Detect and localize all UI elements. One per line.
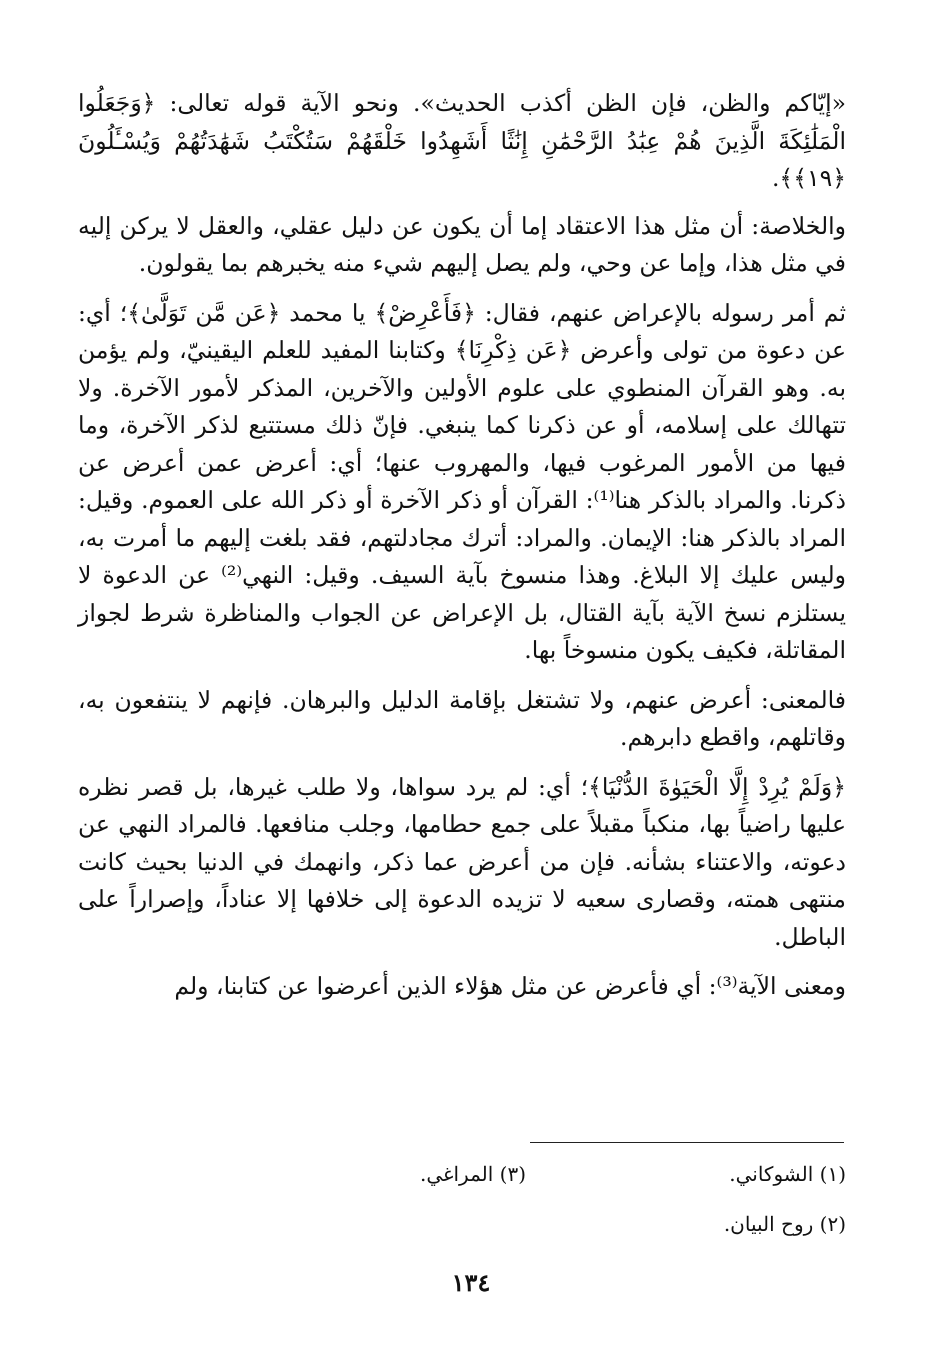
footnote-divider: [530, 1142, 844, 1143]
paragraph-1: «إيّاكم والظن، فإن الظن أكذب الحديث». ونحو الآية قوله تعالى: ﴿وَجَعَلُوا الْمَلَٰئِكَةَ الَّذِينَ هُمْ عِبَٰدُ الرَّحْمَٰنِ إِنَٰثًا أَشَهِدُوا خَلْقَهُمْ سَتُكْتَبُ شَهَٰدَتُهُمْ وَيُسْـَٔلُونَ ﴿١٩﴾﴾.: [78, 89, 846, 192]
paragraph-3: ثم أمر رسوله بالإعراض عنهم، فقال: ﴿فَأَعْرِضْ﴾ يا محمد ﴿عَن مَّن تَوَلَّىٰ﴾؛ أي: عن دعوة من تولى وأعرض ﴿عَن ذِكْرِنَا﴾ وكتابنا المفيد للعلم اليقينيّ، ولم يؤمن به. وهو القرآن المنطوي على علوم الأولين والآخرين، المذكر لأمور الآخرة. ولا تتهالك على إسلامه، أو عن ذكرنا كما ينبغي. فإنّ ذلك مستتبع لذكر الآخرة، وما فيها من الأمور المرغوب فيها، والمهروب عنها؛ أي: أعرض عمن أعرض عن ذكرنا. والمراد بالذكر هنا⁽¹⁾: القرآن أو ذكر الآخرة أو ذكر الله على العموم. وقيل: المراد بالذكر هنا: الإيمان. والمراد: أترك مجادلتهم، فقد بلغت إليهم ما أمرت به، وليس عليك إلا البلاغ. وهذا منسوخ بآية السيف. وقيل: النهي⁽²⁾ عن الدعوة لا يستلزم نسخ الآية بآية القتال، بل الإعراض عن الجواب والمناظرة شرط لجواز المقاتلة، فكيف يكون منسوخاً بها.: [78, 298, 846, 664]
footnote-1: (١) الشوكاني.: [729, 1162, 846, 1186]
paragraph-5: ﴿وَلَمْ يُرِدْ إِلَّا الْحَيَوٰةَ الدُّنْيَا﴾؛ أي: لم يرد سواها، ولا طلب غيرها، بل قصر نظره عليها راضياً بها، منكباً مقبلاً على جمع حطامها، وجلب منافعها. فالمراد النهي عن دعوته، والاعتناء بشأنه. فإن من أعرض عما ذكر، وانهمك في الدنيا بحيث كانت منتهى همته، وقصارى سعيه لا تزيده الدعوة إلى خلافها إلا عناداً، وإصراراً على الباطل.: [78, 772, 846, 951]
footnotes: [78, 1160, 846, 1238]
footnote-row: [78, 1160, 846, 1188]
paragraph-2: والخلاصة: أن مثل هذا الاعتقاد إما أن يكون عن دليل عقلي، والعقل لا يركن إليه في مثل هذا، وإما عن وحي، ولم يصل إليهم شيء منه يخبرهم بما يقولون.: [78, 211, 846, 277]
paragraph-6: ومعنى الآية⁽³⁾: أي فأعرض عن مثل هؤلاء الذين أعرضوا عن كتابنا، ولم: [174, 972, 846, 1000]
page-number: ١٣٤: [451, 1268, 491, 1297]
footnote-2: (٢) روح البيان.: [723, 1212, 846, 1236]
paragraph-4: فالمعنى: أعرض عنهم، ولا تشتغل بإقامة الدليل والبرهان. فإنهم لا ينتفعون به، وقاتلهم، واقطع دابرهم.: [78, 685, 846, 751]
main-text: [78, 85, 846, 1018]
footnote-3: (٣) المراغي.: [419, 1162, 526, 1186]
footnote-row: [78, 1210, 846, 1238]
